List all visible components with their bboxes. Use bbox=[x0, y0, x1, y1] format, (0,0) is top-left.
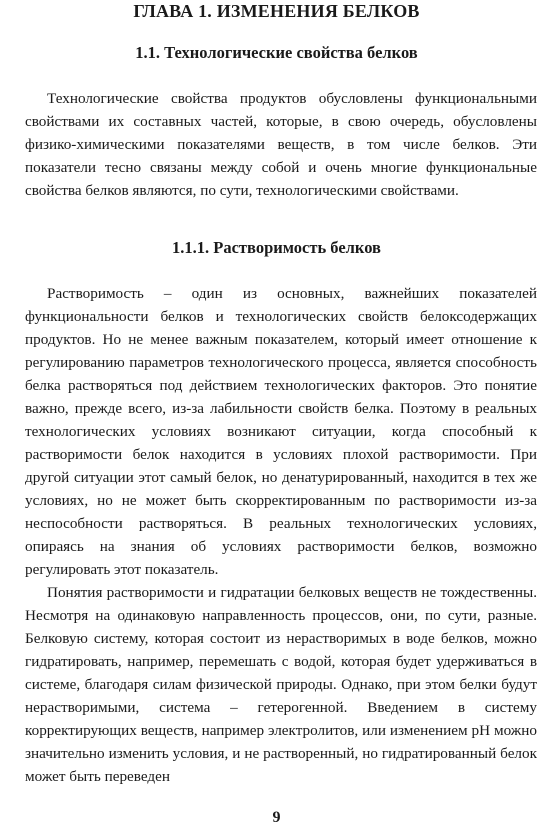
section-paragraph: Технологические свойства продуктов обусловлены функциональными свойствами их составных частей, которые, в свою очередь, обусловлены физико-химическими показателями веществ, в том числе белков. Эти показатели тесно связаны между собой и очень многие функциональные свойства белков являются, по сути, технологическими свойствами. bbox=[25, 90, 537, 199]
page-number: 9 bbox=[272, 809, 281, 826]
subsection-text bbox=[25, 282, 537, 788]
subsection-title: 1.1.1. Растворимость белков bbox=[172, 238, 381, 257]
chapter-title: ГЛАВА 1. ИЗМЕНЕНИЯ БЕЛКОВ bbox=[133, 1, 420, 21]
paragraph-hydration: Понятия растворимости и гидратации белковых веществ не тождественны. Несмотря на одинаковую направленность процессов, они, по сути, разные. Белковую систему, которая состоит из нерастворимых в воде белков, можно гидратировать, например, перемешать с водой, которая будет удерживаться в системе, благодаря силам физической природы. Однако, при этом белки будут нерастворимыми, система – гетерогенной. Введением в систему корректирующих веществ, например электролитов, или изменением pH можно значительно изменить условия, и не растворенный, но гидратированный белок может быть переведен bbox=[25, 584, 537, 785]
section-title: 1.1. Технологические свойства белков bbox=[135, 43, 418, 62]
section-text bbox=[25, 87, 537, 202]
paragraph-solubility: Растворимость – один из основных, важнейших показателей функциональности белков и технологических свойств белоксодержащих продуктов. Но не менее важным показателем, который имеет отношение к регулированию параметров технологического процесса, является способность белка растворяться под действием технологических факторов. Это понятие важно, прежде всего, из-за лабильности свойств белка. Поэтому в реальных технологических условиях возникают ситуации, когда способный к растворимости белок находится в условиях плохой растворимости. При другой ситуации этот самый белок, но денатурированный, находится в тех же условиях, но не может быть скорректированным по растворимости из-за неспособности растворяться. В реальных технологических условиях, опираясь на знания об условиях растворимости белков, возможно регулировать этот показатель. bbox=[25, 285, 537, 578]
